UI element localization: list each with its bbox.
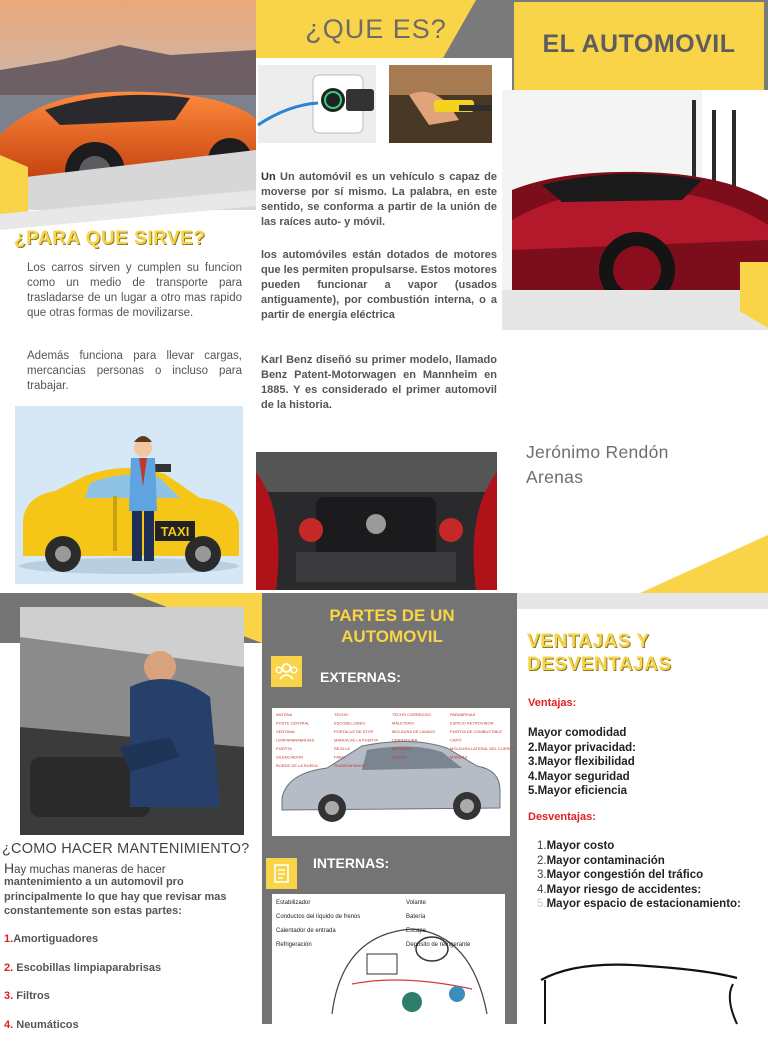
part-label: ESPEJO RETROVISOR [450, 721, 493, 726]
body-paragraph: Además funciona para llevar cargas, mercancias personas o incluso para trabajar. [27, 349, 242, 394]
ventaja-item: 4.Mayor seguridad [528, 770, 763, 785]
part-label: SILENCIADOR [276, 755, 303, 760]
people-icon [271, 656, 302, 687]
part-label: REJILLA [334, 746, 350, 751]
part-label: RUEDA [392, 755, 406, 760]
section-title: ¿PARA QUE SIRVE? [14, 228, 254, 250]
ventaja-item: Mayor comodidad [528, 726, 763, 741]
part-label: Calentador de entrada [276, 928, 336, 934]
mechanic-photo [20, 607, 244, 835]
body-paragraph: Karl Benz diseñó su primer modelo, llamado Benz Patent-Motorwagen en Mannheim en 1885. Y es considerado el primer automovil de la historia. [261, 353, 497, 413]
maintenance-list [4, 933, 254, 1047]
part-label: BORDE DE LA RUEDA [276, 763, 318, 768]
part-label: MANIJAS [450, 755, 468, 760]
ventaja-item: 3.Mayor flexibilidad [528, 755, 763, 770]
engine-bay-photo [256, 452, 497, 590]
part-label: PUERTA DE COMBUSTIBLE [450, 729, 502, 734]
part-label: Conductos del líquido de frenos [276, 914, 360, 920]
panel-que-es [256, 0, 512, 593]
list-number: 2. [537, 855, 547, 867]
panel-para-que-sirve [0, 0, 256, 593]
taxi-sign-text: TAXI [161, 524, 190, 539]
list-number: 4. [537, 884, 547, 896]
first-word-highlight: Un [261, 171, 276, 183]
part-label: Escape [406, 928, 427, 934]
part-label: CERRADURA [392, 738, 418, 743]
panel-partes [262, 593, 517, 1024]
section-title: ¿QUE ES? [286, 14, 466, 45]
desventaja-item [537, 854, 768, 869]
intro-paragraph: mantenimiento a un automovil pro principalmente lo que hay que revisar mas constantemente son estas partes: [4, 875, 254, 919]
part-label: PORTALUZ DE STOP [334, 729, 374, 734]
part-label: POSTE CENTRAL [276, 721, 310, 726]
list-item [4, 933, 254, 962]
document-icon-glyph [266, 858, 297, 889]
list-number: 2. [4, 962, 13, 974]
part-label: FARO [334, 755, 345, 760]
external-parts-diagram [272, 708, 510, 836]
part-label: PUERTA [276, 746, 292, 751]
part-label: MOLDURA DE LAVADO [392, 729, 435, 734]
drop-letter: H [4, 860, 14, 876]
list-label: Mayor riesgo de accidentes: [547, 884, 702, 896]
panel-ventajas [517, 593, 768, 1024]
list-number: 5. [537, 898, 547, 910]
part-label: TECHO [334, 712, 348, 717]
bottom-accent-triangle [640, 535, 768, 593]
intro-text: ay muchas maneras de hacer [14, 864, 166, 876]
electric-charging-photo [258, 65, 376, 143]
ventajas-list [528, 726, 763, 799]
gas-pump-photo [389, 65, 492, 143]
externas-heading: EXTERNAS: [320, 669, 401, 685]
ventaja-item: 2.Mayor privacidad: [528, 741, 763, 756]
list-number: 1. [537, 840, 547, 852]
list-label: Filtros [16, 990, 50, 1002]
part-label: Refrigeración [276, 942, 312, 948]
list-label: Amortiguadores [13, 933, 98, 945]
list-label: Neumáticos [16, 1019, 78, 1031]
section-title: PARTES DE UN AUTOMOVIL [302, 605, 482, 647]
desventaja-item [537, 883, 768, 898]
desventaja-item [537, 897, 768, 912]
panel-cover [512, 0, 768, 593]
list-item [4, 1019, 254, 1047]
ventaja-item: 5.Mayor eficiencia [528, 784, 763, 799]
panel-mantenimiento [0, 593, 262, 1024]
group-icon [271, 656, 302, 687]
list-label: Mayor congestión del tráfico [547, 869, 704, 881]
body-paragraph: los automóviles están dotados de motores que les permiten propulsarse. Estos motores pueden funcionar a vapor (usados antiguamente), por combustión interna, o a partir de energía eléctrica [261, 248, 497, 323]
top-gray-band [517, 593, 768, 609]
body-paragraph: Los carros sirven y cumplen su funcion como un medio de transporte para trasladarse de un lugar a otro mas rapido que otras formas de movilizarse. [27, 261, 242, 321]
list-label: Mayor contaminación [547, 855, 665, 867]
ventajas-label: Ventajas: [528, 697, 576, 709]
part-label: Volante [406, 900, 427, 906]
list-item [4, 990, 254, 1019]
list-number: 3. [4, 990, 13, 1002]
car-sketch [537, 958, 768, 1024]
part-label: Estabilizador [276, 900, 310, 906]
cover-title: EL AUTOMOVIL [514, 30, 764, 59]
part-label: CAPÓ [450, 738, 461, 743]
body-paragraph [261, 170, 497, 230]
list-number: 4. [4, 1019, 13, 1031]
part-label: Depósito de refrigerante [406, 942, 471, 948]
list-label: Mayor espacio de estacionamiento: [547, 898, 741, 910]
part-label: VENTANA [276, 729, 295, 734]
document-icon [266, 858, 297, 889]
list-number: 3. [537, 869, 547, 881]
part-label: ESCOBILLONES [334, 721, 365, 726]
list-number: 1. [4, 933, 13, 945]
part-label: MALETERO [392, 721, 414, 726]
author-name: Jerónimo Rendón Arenas [526, 440, 726, 490]
part-label: TECHO CORREDIZO [392, 712, 431, 717]
part-label: DEFENSA [392, 746, 411, 751]
section-title: VENTAJAS Y DESVENTAJAS [527, 630, 757, 676]
part-label: LIMPIAPARABRISAS [276, 738, 315, 743]
red-supercar-photo [502, 90, 768, 330]
part-label: Batería [406, 914, 426, 920]
desventaja-item [537, 868, 768, 883]
taxi-illustration [15, 406, 243, 584]
section-title: ¿COMO HACER MANTENIMIENTO? [2, 841, 262, 857]
part-label: MANIJA DE LA PUERTA [334, 738, 378, 743]
desventajas-label: Desventajas: [528, 811, 596, 823]
desventajas-list [537, 839, 768, 912]
desventaja-item [537, 839, 768, 854]
part-label: ANTENA [276, 712, 293, 717]
internal-parts-diagram [272, 894, 505, 1024]
part-label: GUARDAFANGO [334, 763, 365, 768]
internas-heading: INTERNAS: [313, 855, 389, 871]
list-label: Mayor costo [547, 840, 615, 852]
paragraph-text: Un automóvil es un vehículo s capaz de moverse por sí mismo. La palabra, en este sentido, se conforma a partir de la unión de las raíces auto- y móvil. [261, 171, 497, 228]
list-label: Escobillas limpiaparabrisas [16, 962, 161, 974]
orange-sports-car-photo [0, 0, 256, 210]
list-item [4, 962, 254, 991]
part-label: PARABRISAS [450, 712, 476, 717]
part-label: MOLDURA LATERAL DEL CUERPO [450, 746, 515, 751]
